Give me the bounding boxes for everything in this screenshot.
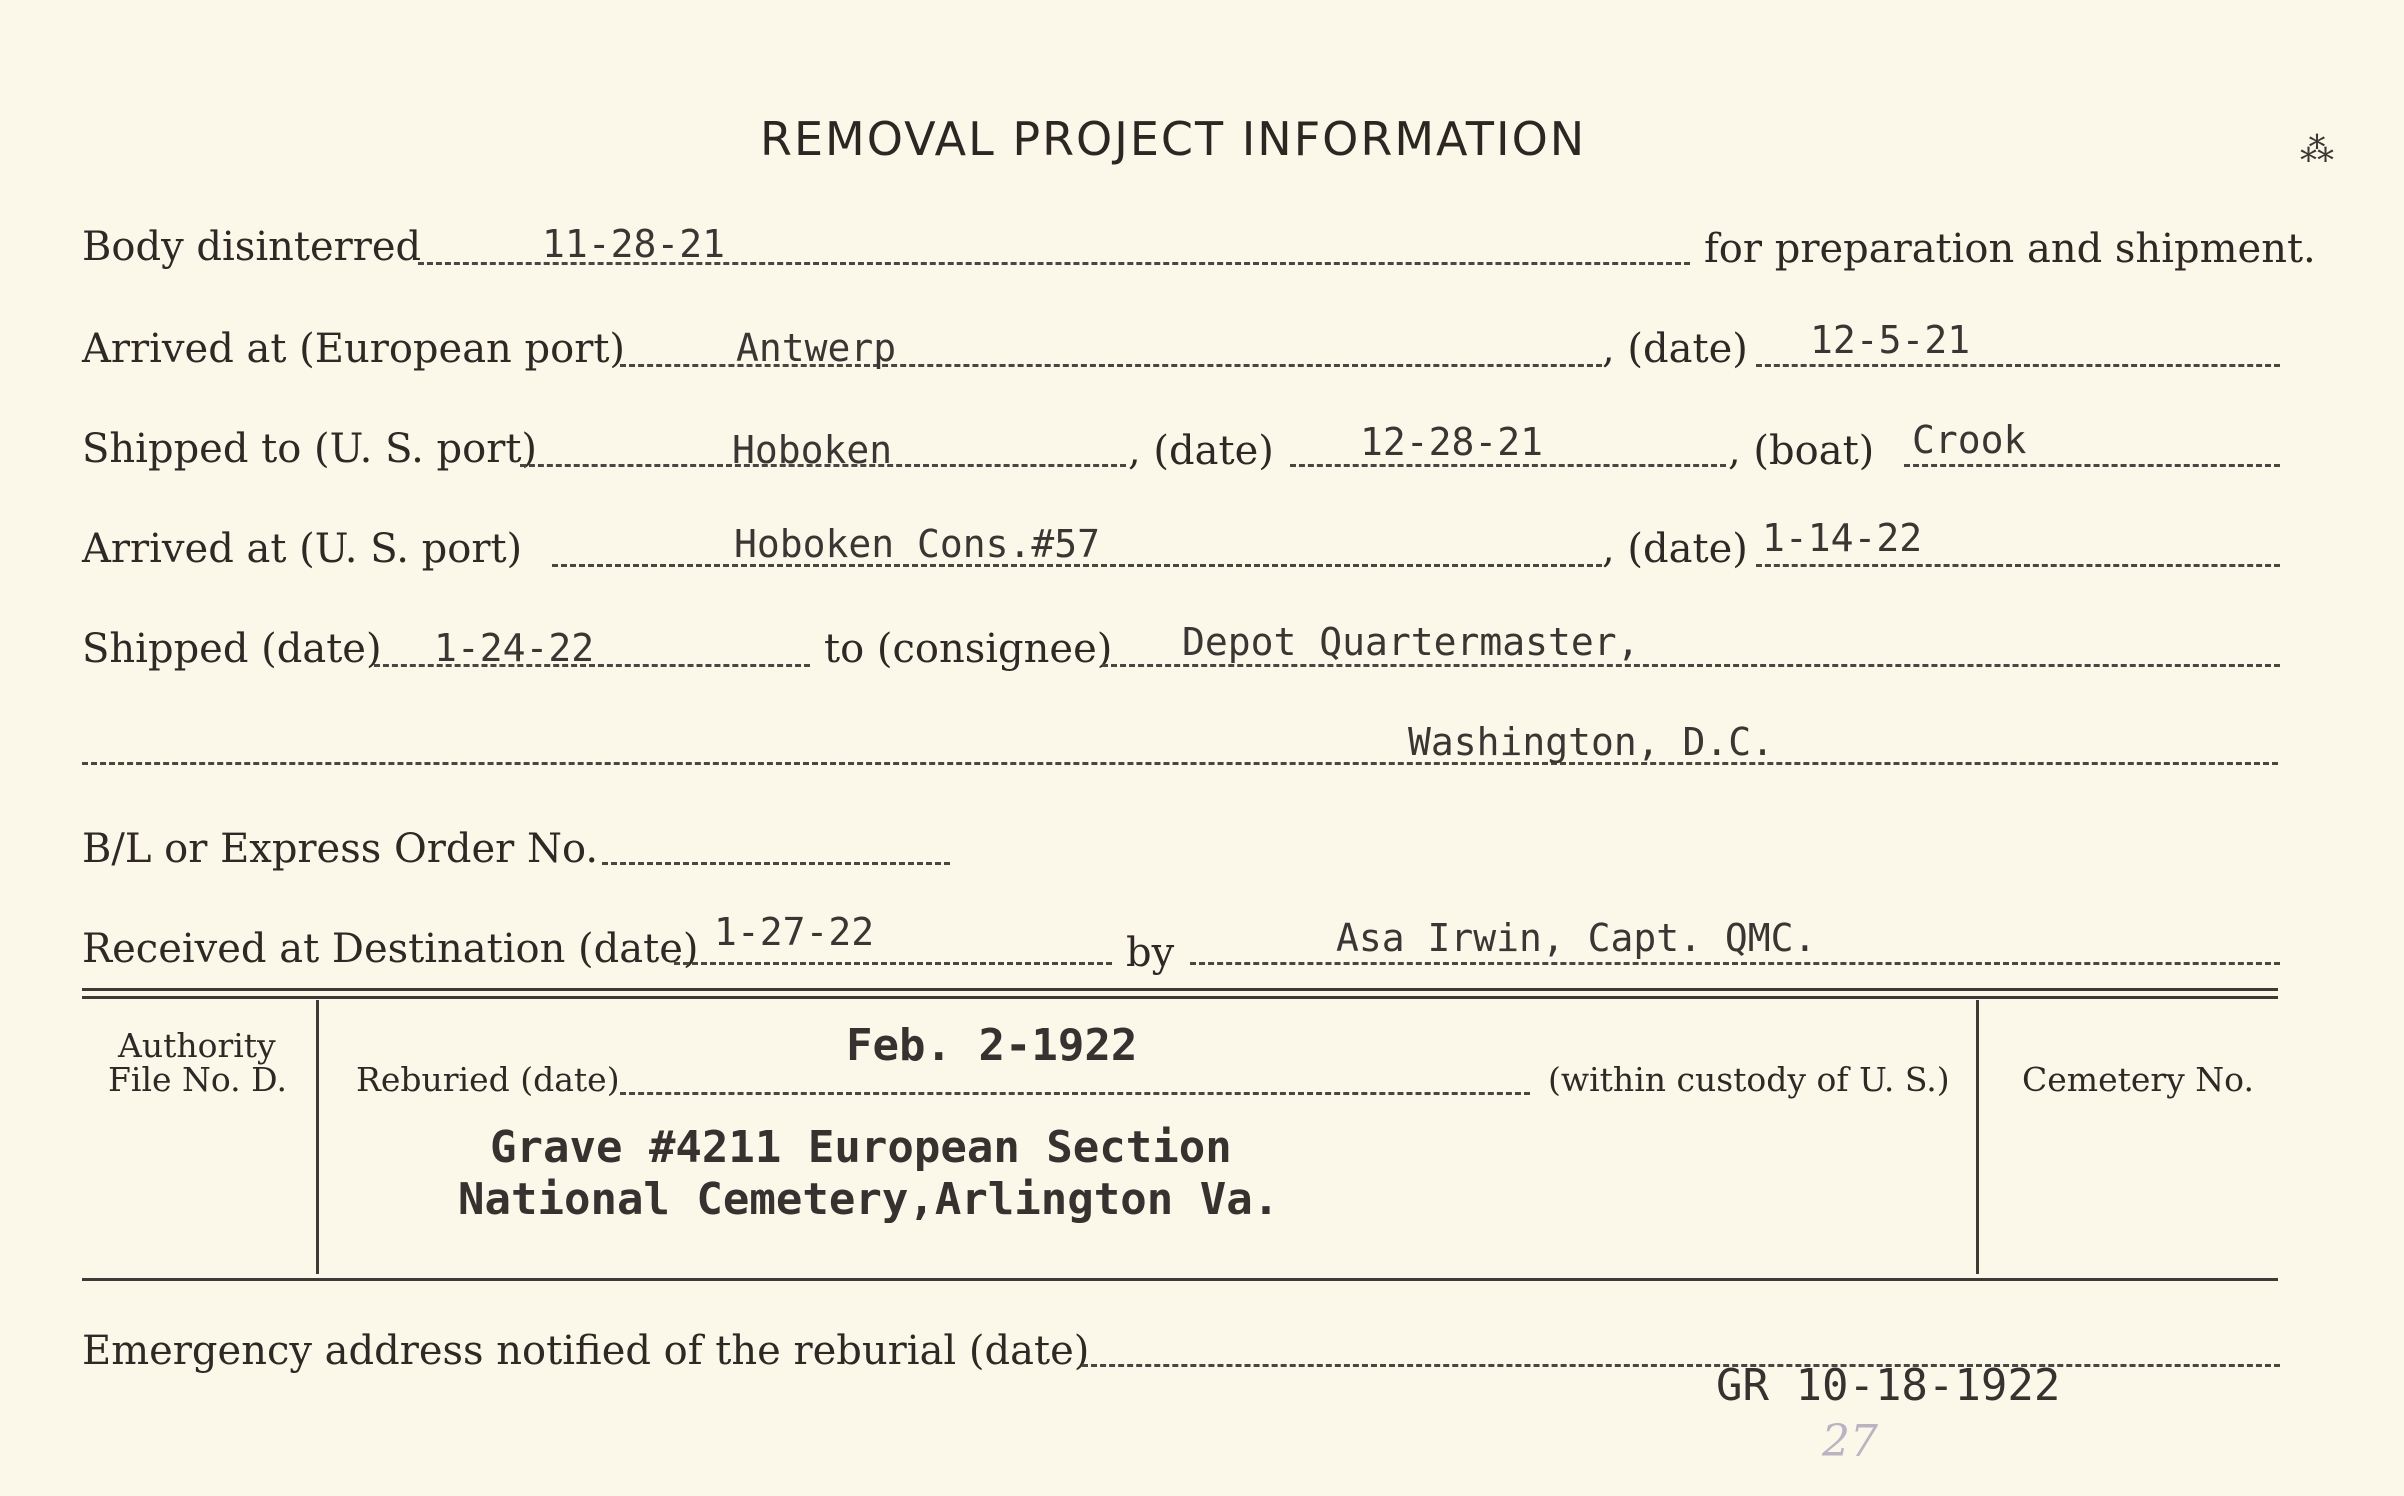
consignee-line	[1102, 664, 2280, 667]
shipped-date-label: Shipped (date)	[82, 626, 382, 672]
arrived-us-port: Hoboken Cons.#57	[734, 522, 1101, 566]
body-disinterred-label: Body disinterred	[82, 224, 422, 270]
body-disinterred-suffix: for preparation and shipment.	[1704, 226, 2316, 272]
reburial-location-line2: National Cemetery,Arlington Va.	[458, 1174, 1280, 1225]
arrived-us-date-line	[1756, 564, 2280, 567]
reburied-date: Feb. 2-1922	[846, 1020, 1138, 1071]
ink-smudge-icon: ⁂	[2300, 130, 2334, 170]
received-date: 1-27-22	[714, 910, 875, 954]
shipped-to-us-date-label: , (date)	[1128, 428, 1274, 474]
emergency-line	[1082, 1364, 2280, 1367]
arrived-european-date: 12-5-21	[1810, 318, 1971, 362]
shipped-to-us-date: 12-28-21	[1360, 420, 1544, 464]
shipped-to-us-boat: Crook	[1912, 418, 2027, 462]
handwritten-mark: 27	[1822, 1416, 1878, 1467]
consignee-continuation-line	[82, 762, 2278, 765]
received-label: Received at Destination (date)	[82, 926, 699, 972]
cemetery-divider	[1976, 1000, 1979, 1274]
arrived-european-date-label: , (date)	[1602, 326, 1748, 372]
reburial-location-line1: Grave #4211 European Section	[490, 1122, 1232, 1173]
received-by-label: by	[1126, 930, 1175, 976]
shipped-to-us-boat-label: , (boat)	[1728, 428, 1875, 474]
authority-label-line2: File No. D.	[108, 1060, 287, 1099]
bl-order-line	[602, 862, 950, 865]
shipped-date: 1-24-22	[434, 626, 595, 670]
emergency-stamp: GR 10-18-1922	[1716, 1360, 2061, 1411]
shipped-to-us-boat-line	[1904, 464, 2280, 467]
authority-divider	[316, 1000, 319, 1274]
arrived-us-date: 1-14-22	[1762, 516, 1923, 560]
consignee-label: to (consignee)	[824, 626, 1113, 672]
arrived-us-date-label: , (date)	[1602, 526, 1748, 572]
authority-label-line1: Authority	[118, 1026, 276, 1065]
received-date-line	[674, 962, 1112, 965]
arrived-european-date-line	[1756, 364, 2280, 367]
arrived-european-label: Arrived at (European port)	[82, 326, 626, 372]
bl-order-label: B/L or Express Order No.	[82, 826, 599, 872]
section-bottom-rule	[82, 1278, 2278, 1281]
reburied-date-line	[620, 1092, 1530, 1095]
consignee-line2: Washington, D.C.	[1408, 720, 1775, 764]
cemetery-label: Cemetery No.	[2022, 1060, 2254, 1099]
consignee-line1: Depot Quartermaster,	[1182, 620, 1640, 664]
received-by-line	[1190, 962, 2280, 965]
shipped-to-us-date-line	[1290, 464, 1726, 467]
shipped-to-us-label: Shipped to (U. S. port)	[82, 426, 537, 472]
reburied-label: Reburied (date)	[356, 1060, 620, 1099]
shipped-to-us-port: Hoboken	[732, 428, 893, 472]
custody-label: (within custody of U. S.)	[1548, 1060, 1950, 1099]
arrived-european-port: Antwerp	[736, 326, 897, 370]
emergency-label: Emergency address notified of the reburial (date)	[82, 1328, 1090, 1374]
arrived-us-label: Arrived at (U. S. port)	[82, 526, 523, 572]
card-title: REMOVAL PROJECT INFORMATION	[760, 112, 1587, 166]
received-by: Asa Irwin, Capt. QMC.	[1336, 916, 1817, 960]
body-disinterred-value: 11-28-21	[542, 222, 726, 266]
section-top-rule-1	[82, 988, 2278, 991]
section-top-rule-2	[82, 996, 2278, 999]
